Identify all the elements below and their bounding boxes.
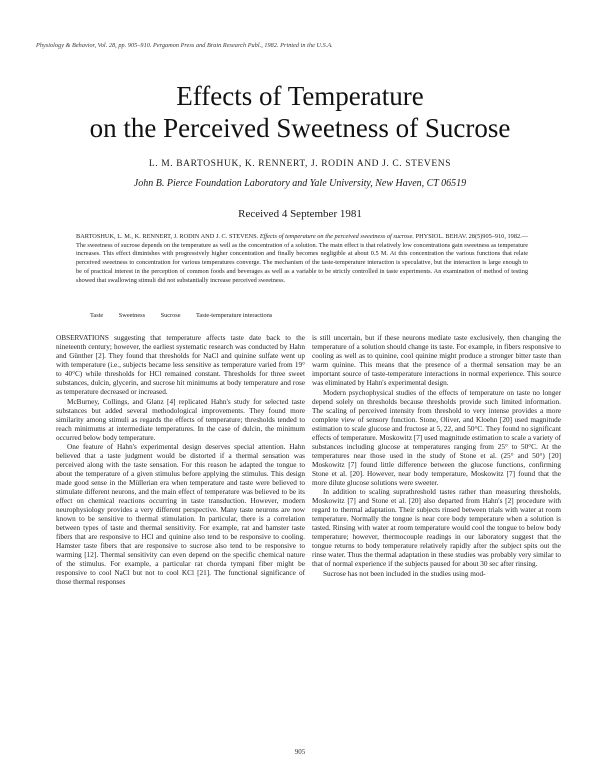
title-line-2: on the Perceived Sweetness of Sucrose (89, 113, 511, 143)
paragraph: OBSERVATIONS suggesting that temperature affects taste date back to the nineteenth century; however, the earliest systematic research was conducted by Hahn and Günther [2]. They found that thresholds for NaCl and quinine sulfate went up with temperature (i.e., subjects became less sensitive as temperature varied from 19° to 40°C) while thresholds for HCl remained constant. Thresholds for three sweet substances, dulcin, glycerin, and sucrose hit minimums at body temperature and rose as temperature decreased or increased. (56, 334, 305, 396)
paragraph: Sucrose has not been included in the studies using mod- (323, 569, 486, 578)
paragraph: Modern psychophysical studies of the effects of temperature on taste no longer depend solely on thresholds because thresholds provide such limited information. The scaling of perceived intensity from threshold to very intense provides a more complete view of sensory function. Stone, Oliver, and Kloehn [20] used magnitude estimation to scale glucose and fructose at 5, 22, and 50°C. They found no significant effects of temperature. Moskowitz [7] used magnitude estimation to scale a variety of substances including glucose at temperatures ranging from 25° to 50°C. At the temperatures near those used in the study of Stone et al. (25° and 50°) [20] Moskowitz [7] found little difference between the glucose functions, confirming Stone et al. [20]. However, near body temperature, Moskowitz [7] found that the more dilute glucose solutions were sweeter. (312, 388, 561, 487)
opening-word: OBSERVATIONS (56, 334, 109, 342)
abstract-body: PHYSIOL. BEHAV. 28(5)905–910, 1982.— The sweetness of sucrose depends on the temperature as well as the concentration of a solution. The main effect is that relatively low concentrations gain sweetness as temperature increases. This effect diminishes with progressively higher concentration and finally becomes negligible at about 0.5 M. At this concentration the various functions that relate perceived sweetness to concentration for various temperatures converge. The mechanism of the taste-temperature interaction is speculative, but the interaction is large enough to be of practical interest in the perception of common foods and beverages as well as a variable to be strictly controlled in taste experiments. An examination of method of testing showed that swallowing stimuli did not substantially increase perceived sweetness. (76, 233, 528, 284)
page-number: 905 (294, 748, 306, 756)
title-line-1: Effects of Temperature (176, 81, 424, 111)
abstract-citation-title: Effects of temperature on the perceived sweetness of sucrose. (259, 233, 414, 240)
paragraph: is still uncertain, but if these neurons mediate taste exclusively, then changing the temperature of a solution should change its taste. For example, in fibers responsive to cooling as well as to quinine, cool quinine might produce a stronger bitter taste than warm quinine. This means that the presence of a thermal sensation may be an important source of taste-temperature interactions in normal experience. This source was eliminated by Hahn's experimental design. (312, 334, 561, 387)
received-date: Received 4 September 1981 (238, 208, 362, 220)
keyword: Taste (90, 312, 104, 319)
paragraph: One feature of Hahn's experimental design deserves special attention. Hahn believed that a taste judgment would be distorted if a thermal sensation was perceived along with the taste sensation. For this reason he adapted the tongue to about the temperature of a given stimulus before applying the stimulus. This design made good sense in the Müllerian era when temperature and taste were believed to stimulate different neurons, and the main effect of temperature was believed to be its effect on chemical reactions occurring in taste transduction. However, modern neurophysiology provides a very different perspective. Many taste neurons are now known to be sensitive to thermal stimulation. In particular, there is a correlation between types of taste and thermal sensitivity. For example, rat and hamster taste fibers that are responsive to HCl and quinine also tend to be responsive to cooling. Hamster taste fibers that are responsive to sucrose also tend to be responsive to warming [12]. Thermal sensitivity can even depend on the specific chemical nature of the stimulus. For example, a particular rat chorda tympani fiber might be responsive to cool NaCl but not to cool KCl [21]. The functional significance of those thermal responses (56, 443, 305, 586)
keyword: Sucrose (160, 312, 181, 319)
article-title (0, 80, 600, 144)
abstract (76, 233, 528, 285)
keywords (90, 312, 530, 319)
right-column (312, 334, 561, 579)
affiliation: John B. Pierce Foundation Laboratory and Yale University, New Haven, CT 06519 (133, 178, 467, 189)
keyword: Sweetness (118, 312, 146, 319)
abstract-citation-authors: BARTOSHUK, L. M., K. RENNERT, J. RODIN AND J. C. STEVENS. (76, 233, 259, 240)
paragraph: In addition to scaling suprathreshold tastes rather than measuring thresholds, Moskowitz [7] and Stone et al. [20] also departed from Hahn's [2] procedure with regard to thermal adaptation. Their subjects rinsed between trials with water at room temperature. Normally the tongue is near core body temperature when a solution is tasted. Rinsing with water at room temperature would cool the tongue to below body temperature; however, thermocouple readings in our laboratory suggest that the tongue returns to body temperature relatively rapidly after the subject spits out the rinse water. Thus the thermal adaptation in these studies was probably very similar to that of normal experience if the subjects paused for about 30 sec after rinsing. (312, 488, 561, 568)
author-list: L. M. BARTOSHUK, K. RENNERT, J. RODIN AND J. C. STEVENS (148, 159, 452, 169)
paragraph: McBurney, Collings, and Glanz [4] replicated Hahn's study for selected taste substances but added several methodological improvements. They found more similarity among stimuli as regards the effects of temperature; thresholds tended to reach minimums at intermediate temperatures. In the case of dulcin, the minimum occurred below body temperature. (56, 397, 305, 442)
keyword: Taste-temperature interactions (196, 312, 273, 319)
left-column (56, 334, 305, 587)
journal-header: Physiology & Behavior, Vol. 28, pp. 905–910. Pergamon Press and Brain Research Publ., 1982. Printed in the U.S.A. (36, 42, 333, 49)
